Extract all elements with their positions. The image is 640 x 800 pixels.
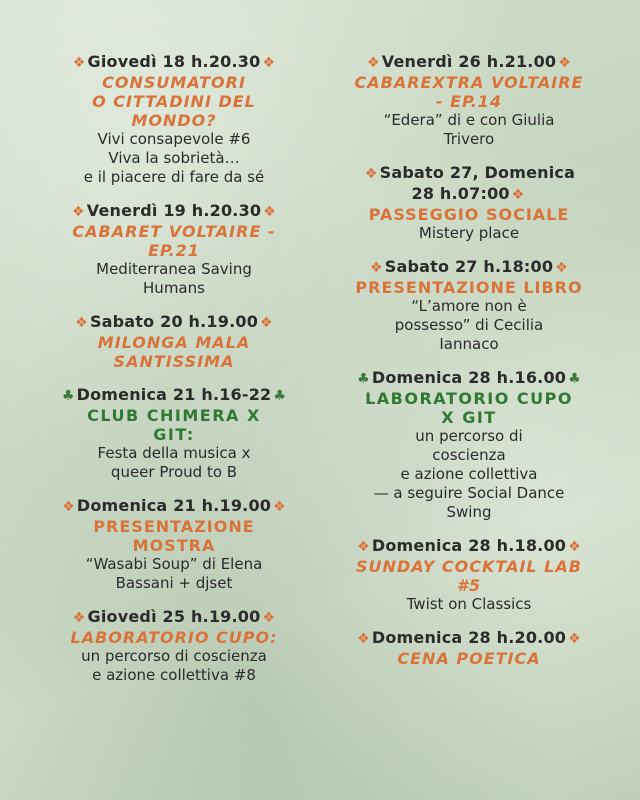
event-date: ❖ Domenica 21 h.19.00 ❖ (62, 496, 286, 515)
diamond-ornament-icon: ❖ (357, 631, 370, 647)
event-description: “Edera” di e con Giulia Trivero (383, 111, 555, 148)
diamond-ornament-icon: ❖ (555, 260, 568, 276)
diamond-ornament-icon: ❖ (364, 166, 378, 182)
event-date: ♣ Domenica 28 h.16.00 ♣ (357, 368, 581, 387)
event-item (24, 607, 324, 685)
diamond-ornament-icon: ❖ (260, 315, 273, 331)
tree-icon: ♣ (357, 371, 370, 387)
event-description: un percorso di coscienza e azione collettiva — a seguire Social Dance Swing (373, 427, 565, 521)
diamond-ornament-icon: ❖ (75, 315, 88, 331)
diamond-ornament-icon: ❖ (568, 539, 581, 555)
event-title: MILONGA MALA SANTISSIMA (97, 333, 251, 371)
event-item (24, 201, 324, 298)
event-date: ♣ Domenica 21 h.16-22 ♣ (61, 385, 287, 404)
event-date-continued: 28 h.07:00 ❖ (411, 184, 525, 203)
tree-icon: ♣ (273, 388, 287, 404)
tree-icon: ♣ (568, 371, 581, 387)
event-title: PRESENTAZIONE MOSTRA (93, 517, 255, 555)
event-description: “Wasabi Soup” di Elena Bassani + djset (85, 555, 263, 592)
event-item (314, 368, 624, 522)
diamond-ornament-icon: ❖ (273, 499, 286, 515)
event-item (24, 52, 324, 187)
event-item (314, 257, 624, 354)
event-description: “L’amore non è possesso” di Cecilia Iannaco (394, 297, 544, 353)
diamond-ornament-icon: ❖ (71, 204, 85, 220)
event-date: ❖ Sabato 27, Domenica (364, 163, 576, 182)
diamond-ornament-icon: ❖ (72, 610, 86, 626)
event-title: CONSUMATORI O CITTADINI DEL MONDO? (92, 73, 256, 130)
event-item (314, 163, 624, 243)
event-item (314, 536, 624, 614)
diamond-ornament-icon: ❖ (62, 499, 75, 515)
event-description: Mediterranea Saving Humans (96, 260, 252, 297)
event-date: ❖ Venerdì 19 h.20.30 ❖ (71, 201, 277, 220)
tree-icon: ♣ (61, 388, 75, 404)
event-date: ❖ Giovedì 25 h.19.00 ❖ (72, 607, 276, 626)
diamond-ornament-icon: ❖ (511, 187, 525, 203)
left-column (24, 52, 324, 699)
event-title: CABARET VOLTAIRE - EP.21 (72, 222, 276, 260)
diamond-ornament-icon: ❖ (357, 539, 370, 555)
diamond-ornament-icon: ❖ (262, 55, 276, 71)
event-item (24, 385, 324, 482)
event-date: ❖ Domenica 28 h.20.00 ❖ (357, 628, 581, 647)
diamond-ornament-icon: ❖ (370, 260, 383, 276)
diamond-ornament-icon: ❖ (263, 204, 277, 220)
event-title: PRESENTAZIONE LIBRO (355, 278, 583, 297)
event-date: ❖ Giovedì 18 h.20.30 ❖ (72, 52, 276, 71)
event-description: Vivi consapevole #6 Viva la sobrietà… e il piacere di fare da sé (83, 130, 265, 186)
event-title: SUNDAY COCKTAIL LAB #5 (356, 557, 582, 595)
event-item (314, 628, 624, 668)
event-title: CENA POETICA (397, 649, 541, 668)
event-description: un percorso di coscienza e azione collettiva #8 (81, 647, 267, 684)
diamond-ornament-icon: ❖ (262, 610, 276, 626)
event-description: Twist on Classics (406, 595, 532, 613)
event-date: ❖ Sabato 27 h.18:00 ❖ (370, 257, 568, 276)
event-date: ❖ Venerdì 26 h.21.00 ❖ (366, 52, 572, 71)
right-column (314, 52, 624, 682)
event-item (24, 496, 324, 593)
diamond-ornament-icon: ❖ (558, 55, 572, 71)
event-item (314, 52, 624, 149)
event-description: Festa della musica x queer Proud to B (97, 444, 251, 481)
event-title: CLUB CHIMERA X GIT: (87, 406, 261, 444)
event-date: ❖ Domenica 28 h.18.00 ❖ (357, 536, 581, 555)
event-item (24, 312, 324, 371)
event-description: Mistery place (418, 224, 520, 242)
diamond-ornament-icon: ❖ (568, 631, 581, 647)
event-date: ❖ Sabato 20 h.19.00 ❖ (75, 312, 273, 331)
diamond-ornament-icon: ❖ (72, 55, 86, 71)
diamond-ornament-icon: ❖ (366, 55, 380, 71)
event-title: PASSEGGIO SOCIALE (368, 205, 570, 224)
event-title: LABORATORIO CUPO: (70, 628, 278, 647)
event-title: CABAREXTRA VOLTAIRE - EP.14 (354, 73, 584, 111)
event-title: LABORATORIO CUPO X GIT (365, 389, 573, 427)
